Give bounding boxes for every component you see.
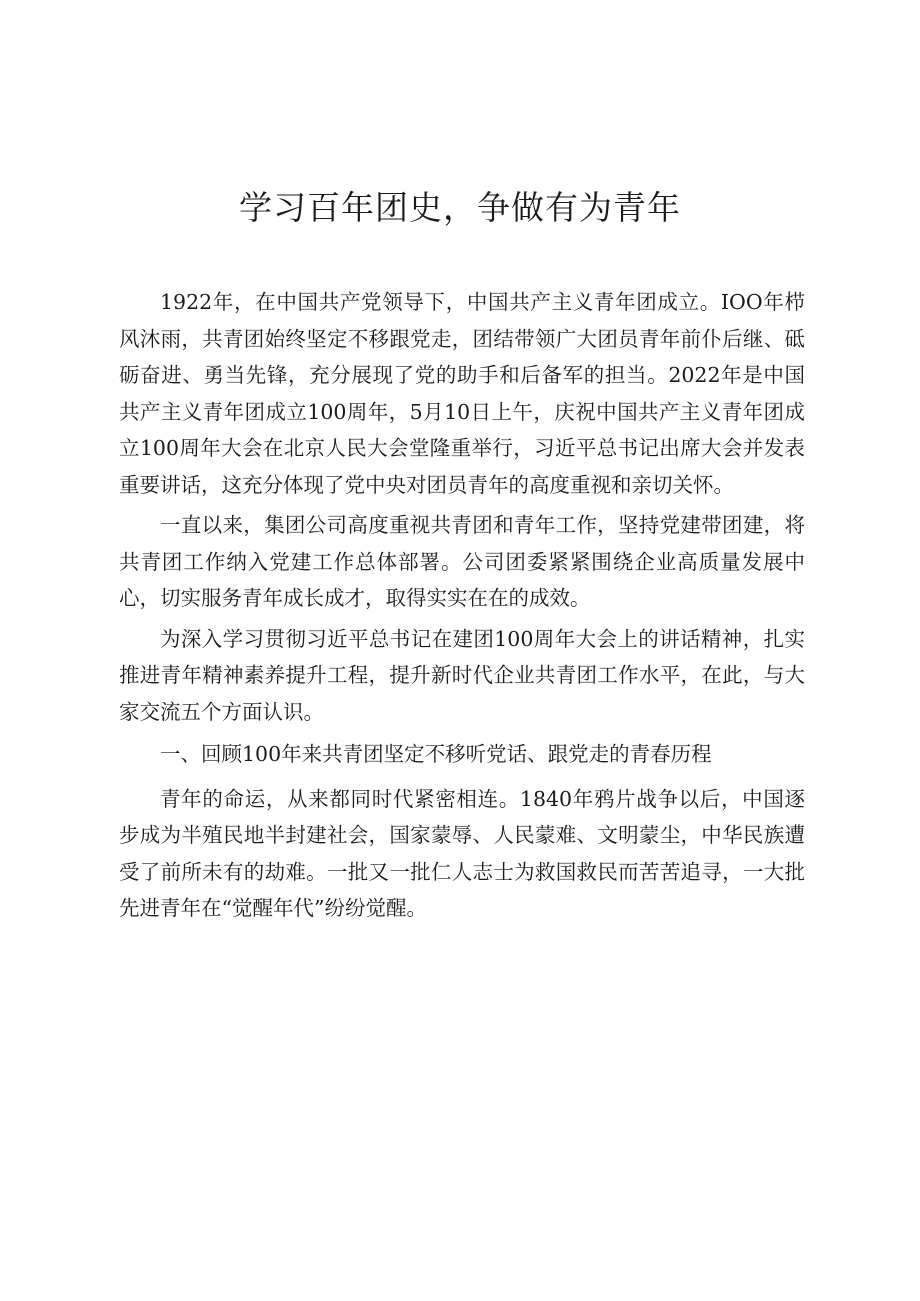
paragraph-group-company: 一直以来，集团公司高度重视共青团和青年工作，坚持党建带团建，将共青团工作纳入党建工作总体部署。公司团委紧紧围绕企业高质量发展中心，切实服务青年成长成才，取得实实在在的成效。 <box>119 513 805 610</box>
paragraph-intro: 1922年，在中国共产党领导下，中国共产主义青年团成立。IOO年栉风沐雨，共青团始终坚定不移跟党走，团结带领广大团员青年前仆后继、砥砺奋进、勇当先锋，充分展现了党的助手和后备军的担当。2022年是中国共产主义青年团成立100周年，5月10日上午，庆祝中国共产主义青年团成立100周年大会在北京人民大会堂隆重举行，习近平总书记出席大会并发表重要讲话，这充分体现了党中央对团员青年的高度重视和亲切关怀。 <box>119 290 805 497</box>
section-heading-1: 一、回顾100年来共青团坚定不移听党话、跟党走的青春历程 <box>160 742 712 766</box>
paragraph-section-1: 青年的命运，从来都同时代紧密相连。1840年鸦片战争以后，中国逐步成为半殖民地半封建社会，国家蒙辱、人民蒙难、文明蒙尘，中华民族遭受了前所未有的劫难。一批又一批仁人志士为救国救民而苦苦追寻，一大批先进青年在“觉醒年代”纷纷觉醒。 <box>119 786 805 920</box>
paragraph-purpose: 为深入学习贯彻习近平总书记在建团100周年大会上的讲话精神，扎实推进青年精神素养提升工程，提升新时代企业共青团工作水平，在此，与大家交流五个方面认识。 <box>119 626 805 724</box>
document-body <box>119 284 805 931</box>
document-title: 学习百年团史，争做有为青年 <box>239 188 681 227</box>
